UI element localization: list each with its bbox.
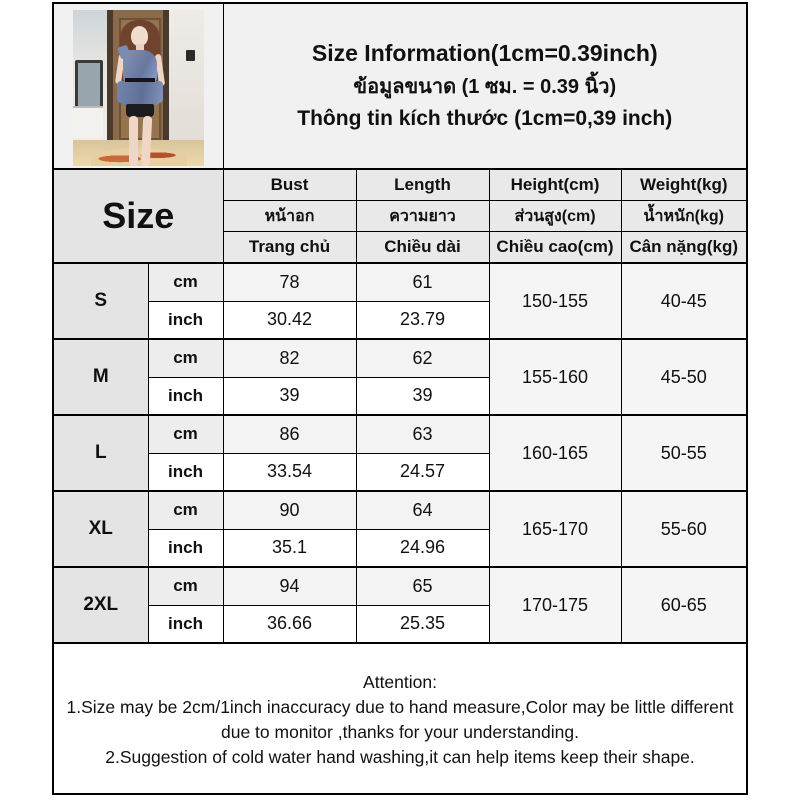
- length-inch-xl: 24.96: [356, 529, 489, 567]
- weight-range-l: 50-55: [621, 415, 747, 491]
- col-header-length-vi: Chiều dài: [356, 232, 489, 264]
- bust-cm-xl: 90: [223, 491, 356, 529]
- unit-label-inch: inch: [148, 529, 223, 567]
- size-label-s: S: [53, 263, 148, 339]
- table-row: [53, 263, 747, 301]
- unit-label-cm: cm: [148, 491, 223, 529]
- bust-inch-m: 39: [223, 377, 356, 415]
- bust-inch-2xl: 36.66: [223, 605, 356, 643]
- attention-block: [53, 643, 747, 794]
- unit-label-inch: inch: [148, 301, 223, 339]
- table-row: [53, 415, 747, 453]
- length-cm-2xl: 65: [356, 567, 489, 605]
- height-range-2xl: 170-175: [489, 567, 621, 643]
- attention-heading: Attention:: [363, 672, 437, 693]
- title-row: [53, 3, 747, 169]
- title-thai: ข้อมูลขนาด (1 ซม. = 0.39 นิ้ว): [353, 76, 617, 99]
- size-label-2xl: 2XL: [53, 567, 148, 643]
- attention-row: [53, 643, 747, 794]
- col-header-length-th: ความยาว: [356, 201, 489, 232]
- unit-label-cm: cm: [148, 263, 223, 301]
- weight-range-2xl: 60-65: [621, 567, 747, 643]
- length-inch-m: 39: [356, 377, 489, 415]
- bust-inch-s: 30.42: [223, 301, 356, 339]
- col-header-weight-en: Weight(kg): [621, 169, 747, 201]
- bust-cm-2xl: 94: [223, 567, 356, 605]
- size-label-xl: XL: [53, 491, 148, 567]
- length-cm-s: 61: [356, 263, 489, 301]
- size-label-l: L: [53, 415, 148, 491]
- product-photo-cell: [53, 3, 223, 169]
- title-english: Size Information(1cm=0.39inch): [311, 40, 658, 67]
- photo-model-leg-left: [129, 116, 138, 166]
- length-cm-xl: 64: [356, 491, 489, 529]
- photo-belt: [125, 78, 155, 82]
- table-row: [53, 567, 747, 605]
- photo-rug: [91, 148, 187, 166]
- size-header-cell: Size: [53, 169, 223, 263]
- length-inch-s: 23.79: [356, 301, 489, 339]
- bust-cm-s: 78: [223, 263, 356, 301]
- unit-label-inch: inch: [148, 605, 223, 643]
- table-row: [53, 491, 747, 529]
- photo-light-switch: [186, 50, 195, 61]
- col-header-height-en: Height(cm): [489, 169, 621, 201]
- photo-model-face: [131, 26, 148, 46]
- bust-inch-xl: 35.1: [223, 529, 356, 567]
- table-row: [53, 339, 747, 377]
- photo-shorts: [126, 104, 154, 117]
- size-label-m: M: [53, 339, 148, 415]
- unit-label-inch: inch: [148, 377, 223, 415]
- length-cm-l: 63: [356, 415, 489, 453]
- attention-line-1: 1.Size may be 2cm/1inch inaccuracy due to hand measure,Color may be little different due to monitor ,thanks for your understanding.: [66, 697, 734, 742]
- height-range-m: 155-160: [489, 339, 621, 415]
- unit-label-cm: cm: [148, 339, 223, 377]
- photo-cabinet: [73, 106, 103, 138]
- bust-cm-m: 82: [223, 339, 356, 377]
- col-header-height-vi: Chiều cao(cm): [489, 232, 621, 264]
- header-row-english: [53, 169, 747, 201]
- length-inch-l: 24.57: [356, 453, 489, 491]
- col-header-length-en: Length: [356, 169, 489, 201]
- unit-label-inch: inch: [148, 453, 223, 491]
- size-chart-table: [52, 2, 748, 795]
- col-header-weight-th: น้ำหนัก(kg): [621, 201, 747, 232]
- product-photo: [73, 10, 204, 166]
- col-header-weight-vi: Cân nặng(kg): [621, 232, 747, 264]
- height-range-s: 150-155: [489, 263, 621, 339]
- attention-line-2: 2.Suggestion of cold water hand washing,it can help items keep their shape.: [105, 746, 695, 767]
- height-range-l: 160-165: [489, 415, 621, 491]
- weight-range-m: 45-50: [621, 339, 747, 415]
- unit-label-cm: cm: [148, 415, 223, 453]
- bust-inch-l: 33.54: [223, 453, 356, 491]
- col-header-bust-vi: Trang chủ: [223, 232, 356, 264]
- length-cm-m: 62: [356, 339, 489, 377]
- height-range-xl: 165-170: [489, 491, 621, 567]
- col-header-bust-th: หน้าอก: [223, 201, 356, 232]
- col-header-height-th: ส่วนสูง(cm): [489, 201, 621, 232]
- title-block: [223, 3, 747, 169]
- title-vietnamese: Thông tin kích thước (1cm=0,39 inch): [297, 107, 673, 131]
- weight-range-s: 40-45: [621, 263, 747, 339]
- unit-label-cm: cm: [148, 567, 223, 605]
- col-header-bust-en: Bust: [223, 169, 356, 201]
- length-inch-2xl: 25.35: [356, 605, 489, 643]
- bust-cm-l: 86: [223, 415, 356, 453]
- photo-wall-right: [169, 10, 204, 144]
- weight-range-xl: 55-60: [621, 491, 747, 567]
